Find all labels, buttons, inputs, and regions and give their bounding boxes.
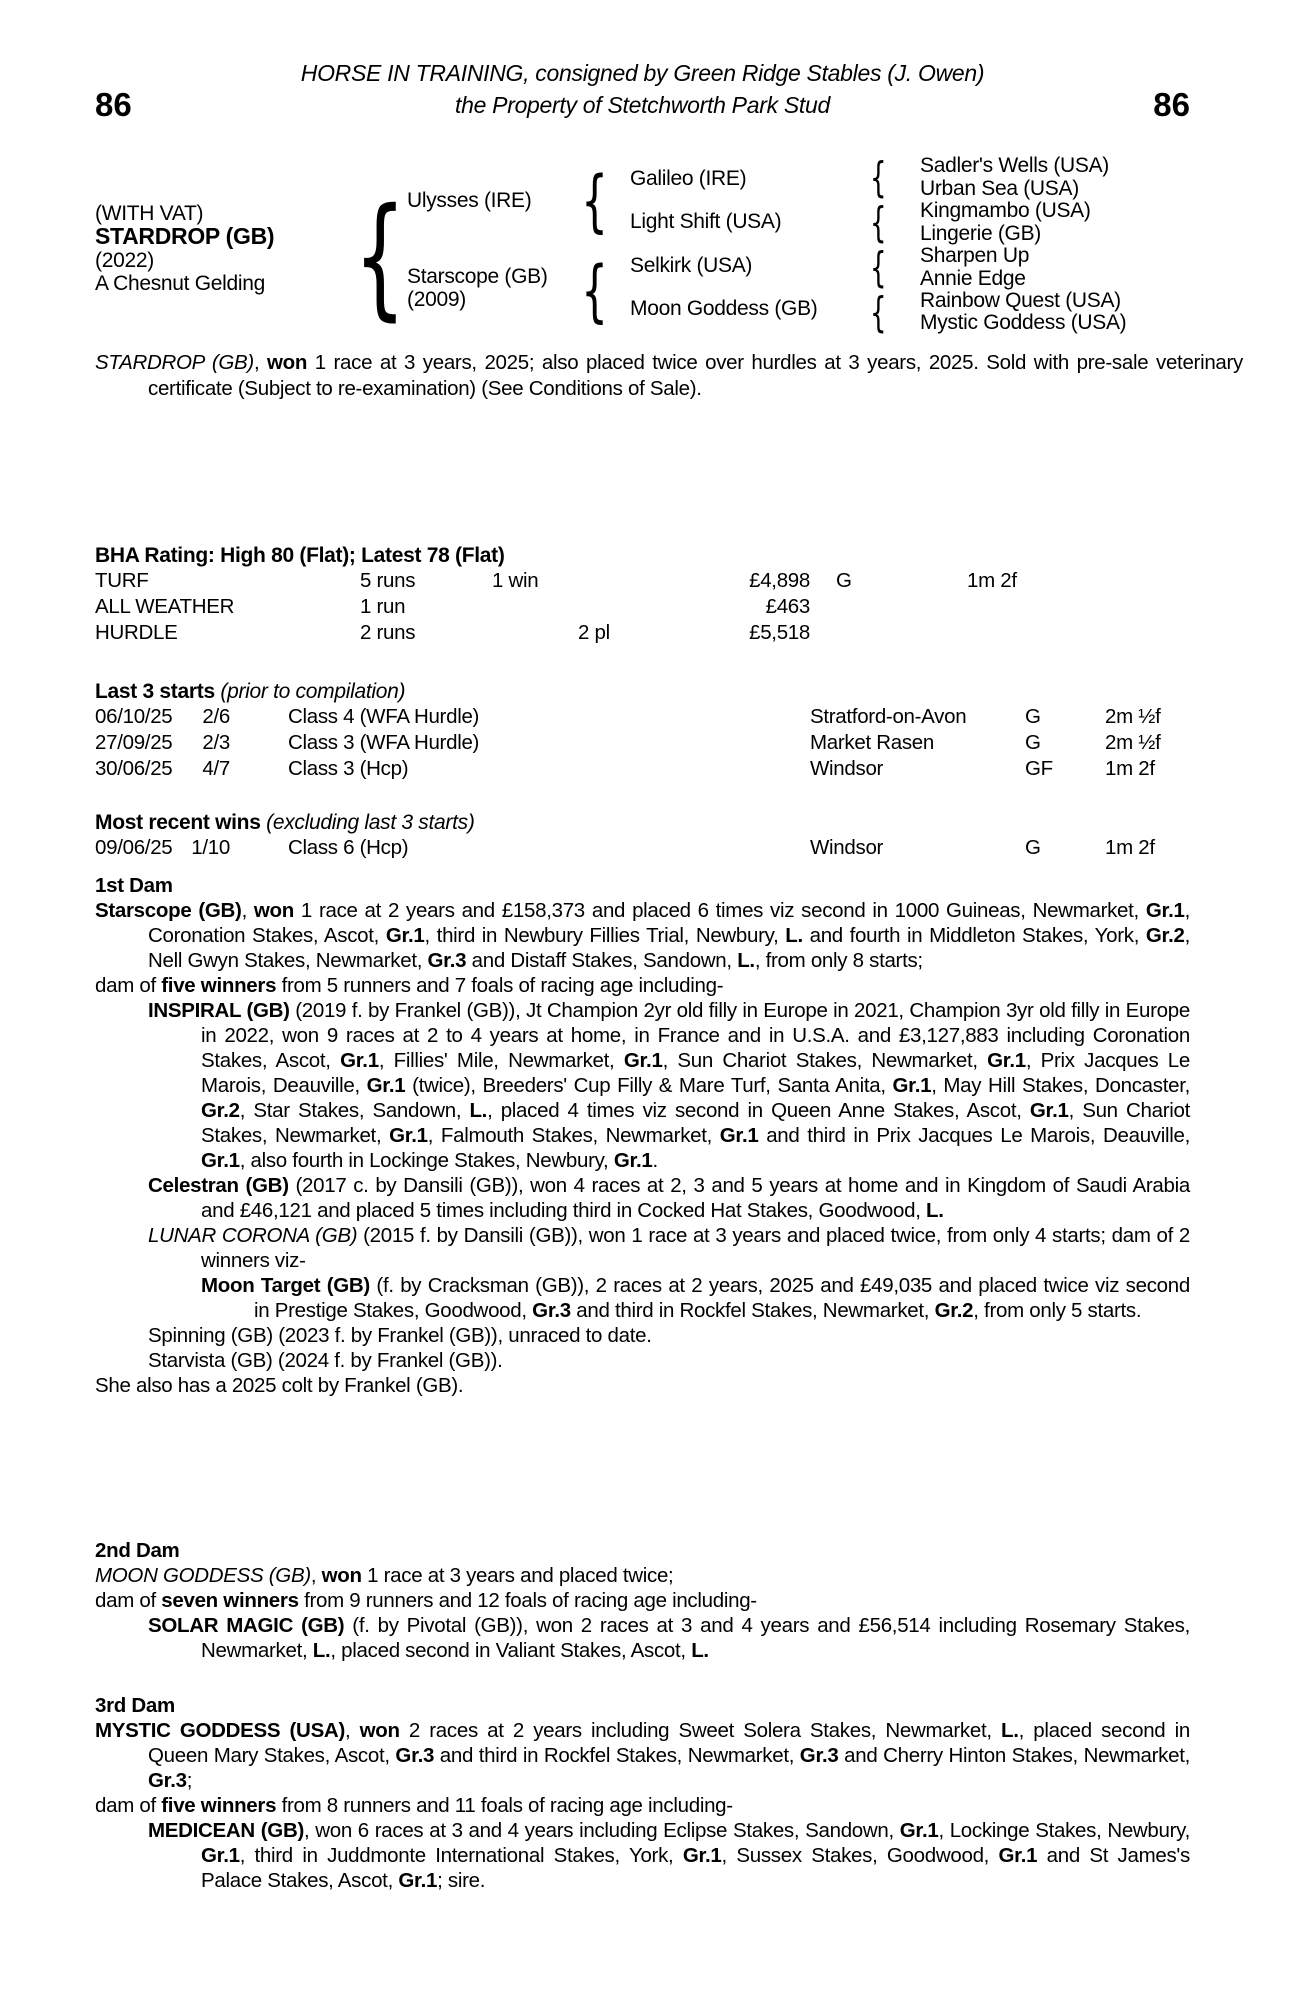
text-segment: , placed second in Queen Mary Stakes, Ascot,	[148, 1719, 1190, 1767]
text-segment: , Fillies' Mile, Newmarket,	[378, 1049, 624, 1072]
text-segment: Moon Target (GB)	[201, 1274, 370, 1297]
pedigree-chart	[95, 140, 1190, 355]
text-segment: Gr.1	[201, 1844, 240, 1867]
first-dam-heading: 1st Dam	[95, 874, 173, 897]
text-segment: , Falmouth Stakes, Newmarket,	[427, 1124, 720, 1147]
consignor-line: HORSE IN TRAINING, consigned by Green Ridge Stables (J. Owen)	[300, 60, 985, 86]
table-cell: 1m 2f	[1105, 757, 1155, 780]
text-segment: INSPIRAL (GB)	[148, 999, 290, 1022]
table-cell: Class 6 (Hcp)	[288, 836, 409, 859]
pedigree-text-paragraph	[95, 1323, 1190, 1348]
table-cell: 1 run	[360, 595, 406, 618]
horse-name: STARDROP (GB)	[95, 223, 275, 249]
text-segment: Gr.1	[682, 1844, 722, 1867]
pedigree-text-paragraph	[95, 1793, 1190, 1818]
table-row	[95, 705, 1190, 731]
bha-rating-section	[95, 543, 1190, 647]
text-segment: won	[253, 899, 294, 922]
text-segment: Gr.3	[427, 949, 467, 972]
text-segment: , Sun Chariot Stakes, Newmarket,	[201, 1099, 1190, 1147]
table-row	[95, 621, 1190, 647]
pedigree-text-paragraph	[95, 1348, 1190, 1373]
first-dam-section	[95, 873, 1190, 1398]
third-dam-paragraphs	[95, 1718, 1190, 1893]
text-segment: dam of	[95, 974, 162, 997]
text-segment: , third in Newbury Fillies Trial, Newbury,	[424, 924, 786, 947]
text-segment: and Cherry Hinton Stakes, Newmarket,	[838, 1744, 1190, 1767]
pedigree-text-paragraph	[95, 998, 1190, 1173]
text-segment: (twice), Breeders' Cup Filly & Mare Turf, Santa Anita,	[405, 1074, 893, 1097]
table-cell: G	[1025, 731, 1041, 754]
table-cell: 2/6	[202, 705, 230, 728]
pedigree-brace-main: {	[353, 180, 406, 334]
text-segment: Gr.3	[395, 1744, 435, 1767]
g3-sss: Sadler's Wells (USA)	[920, 154, 1109, 177]
text-segment: Gr.1	[398, 1869, 438, 1892]
text-segment: (2017 c. by Dansili (GB)), won 4 races at 2, 3 and 5 years at home and in Kingdom of Saudi Arabia and £46,121 and placed 5 times including third in Cocked Hat Stakes, Goodwood,	[201, 1174, 1190, 1222]
pedigree-text-paragraph	[95, 1223, 1190, 1273]
text-segment: ; sire.	[437, 1869, 486, 1892]
table-cell: 1 win	[492, 569, 539, 592]
dam-dam: Moon Goddess (GB)	[630, 297, 818, 320]
text-segment: .	[652, 1149, 658, 1172]
g3-ddd: Mystic Goddess (USA)	[920, 311, 1127, 334]
text-segment: Spinning (GB) (2023 f. by Frankel (GB)), unraced to date.	[148, 1324, 652, 1347]
sire-name: Ulysses (IRE)	[407, 189, 532, 212]
g3-dds: Rainbow Quest (USA)	[920, 289, 1121, 312]
text-segment: SOLAR MAGIC (GB)	[148, 1614, 345, 1637]
table-cell: 1m 2f	[1105, 836, 1155, 859]
first-dam-paragraphs	[95, 898, 1190, 1398]
table-cell: 2/3	[202, 731, 230, 754]
recent-wins-note: (excluding last 3 starts)	[266, 811, 475, 834]
table-cell: £463	[765, 595, 810, 618]
table-cell: 1/10	[191, 836, 230, 859]
table-cell: Windsor	[810, 836, 884, 859]
table-cell: Stratford-on-Avon	[810, 705, 967, 728]
text-segment: Gr.1	[998, 1844, 1038, 1867]
text-segment: , Lockinge Stakes, Newbury,	[938, 1819, 1190, 1842]
third-dam-heading: 3rd Dam	[95, 1694, 175, 1717]
text-segment: , Nell Gwyn Stakes, Newmarket,	[148, 924, 1190, 972]
text-segment: , won 6 races at 3 and 4 years including Eclipse Stakes, Sandown,	[304, 1819, 900, 1842]
text-segment: (f. by Pivotal (GB)), won 2 races at 3 and 4 years and £56,514 including Rosemary Stakes, Newmarket,	[201, 1614, 1191, 1662]
text-segment: and St James's Palace Stakes, Ascot,	[201, 1844, 1190, 1892]
second-dam-paragraphs	[95, 1563, 1190, 1663]
table-cell: Class 3 (WFA Hurdle)	[288, 731, 480, 754]
text-segment: MEDICEAN (GB)	[148, 1819, 304, 1842]
pedigree-text-paragraph	[95, 1563, 1190, 1588]
pedigree-text-paragraph	[95, 1718, 1190, 1793]
table-cell: 1m 2f	[967, 569, 1017, 592]
text-segment: L.	[312, 1639, 331, 1662]
text-segment: L.	[1001, 1719, 1019, 1742]
text-segment: Gr.3	[799, 1744, 839, 1767]
third-dam-section	[95, 1693, 1190, 1893]
text-segment: and Distaff Stakes, Sandown,	[466, 949, 738, 972]
header-row	[95, 86, 1190, 126]
recent-wins-title	[95, 810, 1190, 836]
last-starts-table	[95, 705, 1190, 783]
text-segment: Gr.1	[385, 924, 425, 947]
text-segment: L.	[785, 924, 803, 947]
text-segment: ,	[241, 899, 254, 922]
table-cell: G	[836, 569, 852, 592]
text-segment: (f. by Cracksman (GB)), 2 races at 2 years, 2025 and £49,035 and placed twice viz second in Prestige Stakes, Goodwood,	[254, 1274, 1190, 1322]
text-segment: , Coronation Stakes, Ascot,	[148, 899, 1190, 947]
table-cell: Market Rasen	[810, 731, 935, 754]
text-segment: L.	[737, 949, 755, 972]
text-segment: , also fourth in Lockinge Stakes, Newbury,	[239, 1149, 614, 1172]
text-segment: Gr.1	[719, 1124, 759, 1147]
table-cell: 2 pl	[578, 621, 610, 644]
pedigree-text-paragraph	[95, 1373, 1190, 1398]
text-segment: from 9 runners and 12 foals of racing age including-	[298, 1589, 757, 1612]
recent-wins-section	[95, 810, 1190, 862]
text-segment: Celestran (GB)	[148, 1174, 289, 1197]
text-segment: five winners	[161, 974, 277, 997]
table-cell: 2m ½f	[1105, 705, 1161, 728]
text-segment: Gr.2	[201, 1099, 240, 1122]
sire-sire: Galileo (IRE)	[630, 167, 747, 190]
text-segment: Gr.1	[389, 1124, 428, 1147]
horse-year: (2022)	[95, 249, 154, 272]
race-summary	[95, 350, 1243, 402]
text-segment: , Sun Chariot Stakes, Newmarket,	[662, 1049, 988, 1072]
g3-dsd: Annie Edge	[920, 267, 1026, 290]
lot-number-right: 86	[1153, 86, 1190, 123]
last-starts-title	[95, 679, 1190, 705]
text-segment: Gr.3	[148, 1769, 187, 1792]
text-segment: , Prix Jacques Le Marois, Deauville,	[201, 1049, 1190, 1097]
text-segment: ;	[186, 1769, 193, 1792]
pedigree-text-paragraph	[95, 1173, 1190, 1223]
table-cell: G	[1025, 705, 1041, 728]
sire-dam: Light Shift (USA)	[630, 210, 782, 233]
text-segment: Gr.1	[623, 1049, 663, 1072]
table-cell: G	[1025, 836, 1041, 859]
text-segment: Gr.1	[201, 1149, 240, 1172]
pedigree-text-paragraph	[95, 898, 1190, 973]
last-starts-title-text: Last 3 starts	[95, 680, 215, 703]
second-dam-heading: 2nd Dam	[95, 1539, 180, 1562]
pedigree-brace-sire: {	[581, 162, 608, 241]
table-row	[95, 836, 1190, 862]
text-segment: from 5 runners and 7 foals of racing age including-	[276, 974, 724, 997]
text-segment: L.	[926, 1199, 944, 1222]
text-segment: ,	[310, 1564, 322, 1587]
table-cell: 30/06/25	[95, 757, 173, 780]
text-segment: , Sussex Stakes, Goodwood,	[721, 1844, 999, 1867]
table-cell: £5,518	[749, 621, 810, 644]
table-row	[95, 569, 1190, 595]
bha-rating-title: BHA Rating: High 80 (Flat); Latest 78 (Flat)	[95, 544, 505, 567]
table-cell: 09/06/25	[95, 836, 173, 859]
text-segment: Gr.1	[892, 1074, 932, 1097]
text-segment: L.	[691, 1639, 709, 1662]
text-segment: Gr.1	[987, 1049, 1026, 1072]
property-line: the Property of Stetchworth Park Stud	[455, 92, 830, 118]
pedigree-text-paragraph	[95, 1613, 1190, 1663]
table-cell: Windsor	[810, 757, 884, 780]
text-segment: 1 race at 3 years, 2025; also placed twice over hurdles at 3 years, 2025. Sold with pre-sale veterinary certificate (Subject to re-examination) (See Conditions of Sale).	[148, 351, 1244, 400]
dam-sire: Selkirk (USA)	[630, 254, 753, 277]
text-segment: MYSTIC GODDESS (USA)	[95, 1719, 345, 1742]
text-segment: Gr.1	[613, 1149, 653, 1172]
pedigree-brace-g3-4: {	[870, 288, 887, 337]
lot-number-left: 86	[95, 86, 132, 123]
pedigree-text-paragraph	[95, 1273, 1190, 1323]
text-segment: , placed second in Valiant Stakes, Ascot,	[330, 1639, 692, 1662]
text-segment: Starscope (GB)	[95, 899, 242, 922]
text-segment: LUNAR CORONA (GB)	[148, 1224, 358, 1247]
text-segment: (2019 f. by Frankel (GB)), Jt Champion 2yr old filly in Europe in 2021, Champion 3yr old filly in Europe in 2022, won 9 races at 2 to 4 years at home, in France and in U.S.A. and £3,127,883 including Coronation Stakes, Ascot,	[201, 999, 1190, 1072]
text-segment: ,	[344, 1719, 360, 1742]
last-starts-note: (prior to compilation)	[220, 680, 406, 703]
text-segment: STARDROP (GB)	[95, 351, 254, 374]
g3-ssd: Urban Sea (USA)	[920, 177, 1079, 200]
text-segment: 1 race at 3 years and placed twice;	[361, 1564, 674, 1587]
text-segment: won	[359, 1719, 400, 1742]
text-segment: , placed 4 times viz second in Queen Anne Stakes, Ascot,	[487, 1099, 1030, 1122]
table-cell: 4/7	[202, 757, 230, 780]
pedigree-brace-g3-3: {	[870, 243, 887, 292]
pedigree-brace-g3-2: {	[870, 198, 887, 247]
pedigree-text-paragraph	[95, 973, 1190, 998]
text-segment: dam of	[95, 1589, 162, 1612]
text-segment: Starvista (GB) (2024 f. by Frankel (GB)).	[148, 1349, 503, 1372]
text-segment: seven winners	[161, 1589, 299, 1612]
text-segment: She also has a 2025 colt by Frankel (GB).	[95, 1374, 464, 1397]
g3-sdd: Lingerie (GB)	[920, 222, 1041, 245]
text-segment: (2015 f. by Dansili (GB)), won 1 race at 3 years and placed twice, from only 4 starts; dam of 2 winners viz-	[201, 1224, 1190, 1272]
table-row	[95, 757, 1190, 783]
text-segment: and fourth in Middleton Stakes, York,	[802, 924, 1146, 947]
text-segment: 1 race at 2 years and £158,373 and placed 6 times viz second in 1000 Guineas, Newmarket,	[293, 899, 1146, 922]
text-segment: won	[321, 1564, 362, 1587]
text-segment: Gr.1	[899, 1819, 939, 1842]
dam-name: Starscope (GB)	[407, 265, 548, 288]
second-dam-section	[95, 1538, 1190, 1663]
text-segment: won	[267, 351, 308, 374]
table-cell: 06/10/25	[95, 705, 173, 728]
text-segment: Gr.2	[1145, 924, 1185, 947]
bha-table	[95, 569, 1190, 647]
table-cell: Class 3 (Hcp)	[288, 757, 409, 780]
text-segment: , third in Juddmonte International Stakes, York,	[239, 1844, 683, 1867]
text-segment: , from only 8 starts;	[754, 949, 923, 972]
vat-note: (WITH VAT)	[95, 202, 204, 225]
table-row	[95, 731, 1190, 757]
table-cell: 27/09/25	[95, 731, 173, 754]
text-segment: Gr.1	[1145, 899, 1185, 922]
text-segment: Gr.2	[934, 1299, 974, 1322]
text-segment: MOON GODDESS (GB)	[95, 1564, 311, 1587]
pedigree-text-paragraph	[95, 1818, 1190, 1893]
text-segment: Gr.1	[366, 1074, 406, 1097]
text-segment: and third in Prix Jacques Le Marois, Deauville,	[758, 1124, 1190, 1147]
text-segment: Gr.1	[1029, 1099, 1069, 1122]
table-cell: 2 runs	[360, 621, 416, 644]
text-segment: Gr.1	[340, 1049, 379, 1072]
text-segment: and third in Rockfel Stakes, Newmarket,	[570, 1299, 935, 1322]
table-cell: GF	[1025, 757, 1053, 780]
text-segment: L.	[469, 1099, 488, 1122]
text-segment: 2 races at 2 years including Sweet Solera Stakes, Newmarket,	[399, 1719, 1001, 1742]
pedigree-brace-g3-1: {	[870, 153, 887, 202]
recent-wins-table	[95, 836, 1190, 862]
table-cell: Class 4 (WFA Hurdle)	[288, 705, 480, 728]
table-cell: £4,898	[749, 569, 810, 592]
text-segment: dam of	[95, 1794, 162, 1817]
recent-wins-title-text: Most recent wins	[95, 811, 261, 834]
pedigree-text-paragraph	[95, 1588, 1190, 1613]
last-starts-section	[95, 679, 1190, 783]
g3-sds: Kingmambo (USA)	[920, 199, 1091, 222]
horse-description: A Chesnut Gelding	[95, 272, 266, 295]
text-segment: ,	[253, 351, 268, 374]
table-row	[95, 595, 1190, 621]
text-segment: Gr.3	[532, 1299, 571, 1322]
g3-dss: Sharpen Up	[920, 244, 1030, 267]
text-segment: , May Hill Stakes, Doncaster,	[931, 1074, 1191, 1097]
table-cell: HURDLE	[95, 621, 178, 644]
table-cell: ALL WEATHER	[95, 595, 235, 618]
pedigree-brace-dam: {	[581, 252, 608, 331]
text-segment: , from only 5 starts.	[973, 1299, 1142, 1322]
text-segment: from 8 runners and 11 foals of racing age including-	[276, 1794, 733, 1817]
table-cell: TURF	[95, 569, 149, 592]
text-segment: and third in Rockfel Stakes, Newmarket,	[434, 1744, 800, 1767]
table-cell: 5 runs	[360, 569, 416, 592]
text-segment: , Star Stakes, Sandown,	[239, 1099, 470, 1122]
dam-year: (2009)	[407, 288, 466, 311]
text-segment: five winners	[161, 1794, 277, 1817]
table-cell: 2m ½f	[1105, 731, 1161, 754]
